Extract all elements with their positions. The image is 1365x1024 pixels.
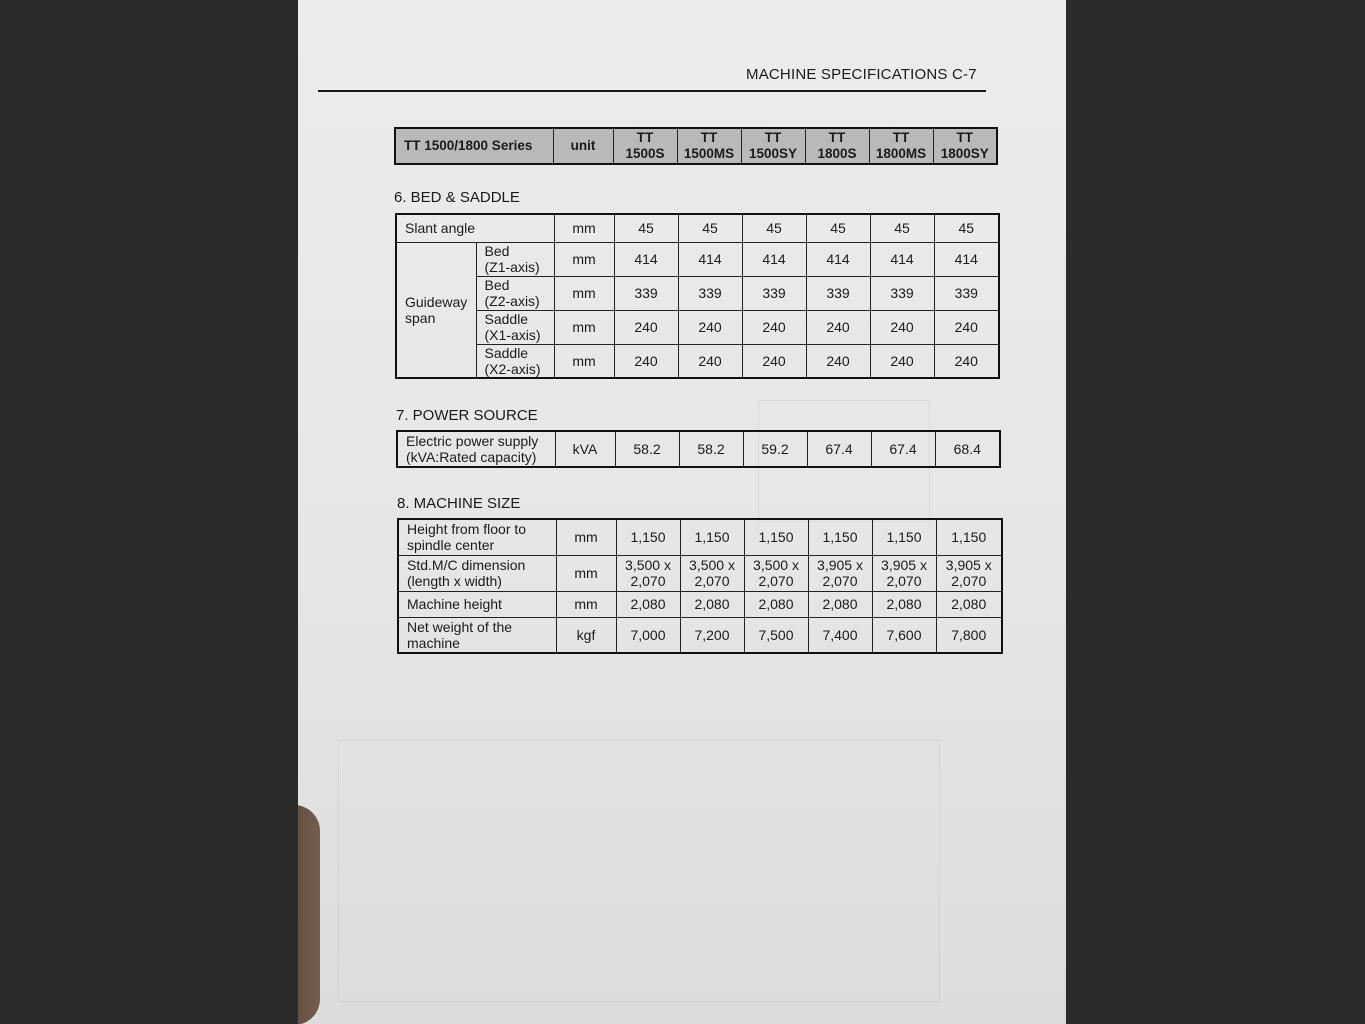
table-row [398, 519, 1002, 555]
document-page [298, 0, 1066, 1024]
value-cell: 240 [742, 344, 806, 378]
value-cell: 240 [614, 310, 678, 344]
model-line: 1800S [817, 146, 857, 161]
model-header [677, 128, 741, 164]
value-line: 2,070 [694, 573, 730, 589]
value-cell [616, 555, 680, 591]
value-cell: 1,150 [616, 519, 680, 555]
background-left [0, 0, 298, 1024]
series-name: TT 1500/1800 Series [395, 128, 553, 164]
show-through-mark [338, 740, 940, 1002]
table-row [396, 344, 999, 378]
section-title-bed-saddle: 6. BED & SADDLE [394, 189, 520, 206]
value-line: 3,500 x [689, 557, 735, 573]
value-cell: 7,800 [936, 617, 1002, 653]
value-cell: 339 [614, 276, 678, 310]
model-header [613, 128, 677, 164]
table-row [396, 276, 999, 310]
model-line: 1500S [625, 146, 665, 161]
value-cell: 1,150 [936, 519, 1002, 555]
model-header [869, 128, 933, 164]
value-cell: 339 [742, 276, 806, 310]
value-cell: 339 [934, 276, 999, 310]
value-cell [680, 555, 744, 591]
model-line: 1800MS [875, 146, 927, 161]
table-row [397, 431, 1000, 467]
machine-size-table [397, 518, 1003, 654]
model-header [933, 128, 997, 164]
label-line: (kVA:Rated capacity) [406, 449, 537, 465]
value-cell: 1,150 [872, 519, 936, 555]
value-line: 3,905 x [817, 557, 863, 573]
table-row [398, 591, 1002, 617]
model-line: 1800SY [940, 146, 989, 161]
value-cell: 45 [934, 214, 999, 242]
value-cell: 67.4 [871, 431, 935, 467]
label-line: Bed [484, 243, 510, 259]
value-cell: 45 [870, 214, 934, 242]
value-cell: 59.2 [743, 431, 807, 467]
model-line: TT [636, 130, 654, 145]
value-cell: 45 [806, 214, 870, 242]
value-cell: 7,400 [808, 617, 872, 653]
value-cell: 414 [614, 242, 678, 276]
value-cell: 58.2 [615, 431, 679, 467]
label-line: Bed [484, 277, 510, 293]
value-cell: 58.2 [679, 431, 743, 467]
value-cell: 339 [870, 276, 934, 310]
value-cell [936, 555, 1002, 591]
model-line: TT [700, 130, 718, 145]
model-line: TT [764, 130, 782, 145]
label-line: Std.M/C dimension [407, 557, 526, 573]
label-line: Guideway [405, 293, 468, 310]
unit-cell: kVA [555, 431, 615, 467]
unit-cell: mm [554, 344, 614, 378]
label-line: Saddle [484, 311, 529, 327]
value-cell: 240 [678, 310, 742, 344]
value-cell: 339 [806, 276, 870, 310]
page-header-title: MACHINE SPECIFICATIONS C-7 [746, 66, 977, 83]
value-cell: 240 [678, 344, 742, 378]
value-cell: 7,200 [680, 617, 744, 653]
label-line: Electric power supply [406, 433, 539, 449]
model-header [805, 128, 869, 164]
value-cell: 68.4 [935, 431, 1000, 467]
label-line: (Z1-axis) [484, 259, 540, 275]
value-line: 3,500 x [625, 557, 671, 573]
background-right [1066, 0, 1365, 1024]
table-row [398, 617, 1002, 653]
row-label: Slant angle [396, 214, 554, 242]
table-row [398, 555, 1002, 591]
value-cell: 45 [742, 214, 806, 242]
value-cell: 2,080 [680, 591, 744, 617]
value-cell: 414 [870, 242, 934, 276]
row-label [398, 617, 556, 653]
value-cell: 2,080 [872, 591, 936, 617]
label-line: Height from floor to [407, 521, 527, 538]
value-cell [744, 555, 808, 591]
row-label [397, 431, 555, 467]
unit-cell: mm [554, 310, 614, 344]
value-cell: 240 [614, 344, 678, 378]
unit-cell: mm [556, 591, 616, 617]
value-line: 2,070 [822, 573, 858, 589]
header-rule [318, 90, 986, 92]
model-line: 1500SY [748, 146, 798, 161]
guideway-span-label [396, 242, 476, 378]
value-cell: 1,150 [744, 519, 808, 555]
value-cell: 45 [678, 214, 742, 242]
model-line: TT [956, 130, 973, 145]
model-line: TT [892, 130, 910, 145]
sub-label [476, 276, 554, 310]
value-cell [808, 555, 872, 591]
value-cell: 240 [934, 344, 999, 378]
value-cell: 67.4 [807, 431, 871, 467]
value-line: 2,070 [758, 573, 794, 589]
label-line: machine [407, 634, 460, 651]
thumb-shadow [298, 805, 320, 1024]
value-cell: 1,150 [680, 519, 744, 555]
label-line: Saddle [484, 344, 529, 361]
value-cell: 7,600 [872, 617, 936, 653]
unit-cell: mm [556, 519, 616, 555]
power-source-table [396, 430, 1001, 468]
value-cell [872, 555, 936, 591]
value-cell: 7,000 [616, 617, 680, 653]
value-cell: 414 [806, 242, 870, 276]
unit-cell: kgf [556, 617, 616, 653]
value-line: 3,500 x [753, 557, 799, 573]
row-label [398, 555, 556, 591]
model-header [741, 128, 805, 164]
bed-saddle-table [395, 213, 1000, 379]
value-cell: 240 [742, 310, 806, 344]
value-cell: 7,500 [744, 617, 808, 653]
unit-cell: mm [554, 242, 614, 276]
section-title-power-source: 7. POWER SOURCE [396, 407, 538, 424]
value-cell: 240 [934, 310, 999, 344]
value-cell: 240 [870, 310, 934, 344]
table-row [396, 242, 999, 276]
model-line: 1500MS [683, 146, 735, 161]
label-line: span [405, 309, 436, 326]
label-line: spindle center [407, 537, 495, 554]
sub-label [476, 344, 554, 378]
row-label [398, 519, 556, 555]
label-line: (Z2-axis) [484, 293, 540, 309]
row-label: Machine height [398, 591, 556, 617]
section-title-machine-size: 8. MACHINE SIZE [397, 495, 521, 512]
unit-cell: mm [554, 276, 614, 310]
series-header-row [395, 128, 997, 164]
table-row [396, 214, 999, 242]
value-cell: 2,080 [744, 591, 808, 617]
value-cell: 2,080 [808, 591, 872, 617]
unit-cell: mm [556, 555, 616, 591]
series-header-table [394, 127, 998, 165]
model-line: TT [828, 130, 846, 145]
label-line: (X1-axis) [484, 327, 541, 343]
unit-header: unit [553, 128, 613, 164]
value-cell: 240 [806, 344, 870, 378]
value-cell: 414 [678, 242, 742, 276]
value-cell: 414 [934, 242, 999, 276]
unit-cell: mm [554, 214, 614, 242]
value-line: 2,070 [630, 573, 666, 589]
value-cell: 1,150 [808, 519, 872, 555]
value-cell: 45 [614, 214, 678, 242]
value-cell: 2,080 [936, 591, 1002, 617]
value-cell: 2,080 [616, 591, 680, 617]
value-line: 2,070 [951, 573, 987, 589]
label-line: (X2-axis) [484, 360, 541, 377]
value-cell: 339 [678, 276, 742, 310]
value-line: 3,905 x [881, 557, 927, 573]
value-cell: 240 [870, 344, 934, 378]
value-cell: 414 [742, 242, 806, 276]
value-cell: 240 [806, 310, 870, 344]
sub-label [476, 310, 554, 344]
label-line: (length x width) [407, 573, 502, 589]
sub-label [476, 242, 554, 276]
table-row [396, 310, 999, 344]
label-line: Net weight of the [407, 618, 513, 635]
value-line: 3,905 x [945, 557, 992, 573]
value-line: 2,070 [886, 573, 922, 589]
